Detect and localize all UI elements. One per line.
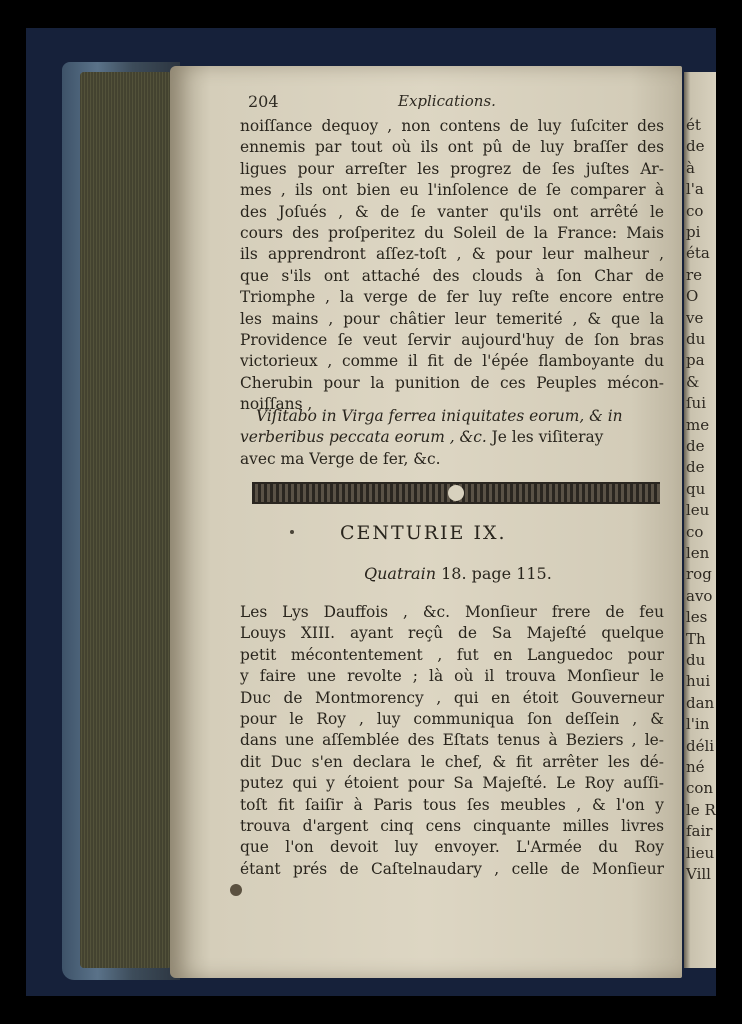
- section-subheading: [364, 564, 552, 583]
- text-line: noiſſance dequoy , non contens de luy ſuſciter des: [240, 117, 664, 135]
- text-line: dit Duc s'en declara le chef, & fit arrêter les dé-: [240, 752, 664, 771]
- section-heading-text: CENTURIE IX.: [340, 522, 507, 544]
- text-line: mes , ils ont bien eu l'inſolence de ſe comparer à: [240, 181, 664, 200]
- text-line: y faire une revolte ; là où il trouva Monſieur le: [240, 667, 664, 686]
- facing-page-fragment: pi: [686, 223, 701, 241]
- running-title: Explications.: [398, 92, 496, 110]
- facing-page-fragment: lieu: [686, 843, 715, 862]
- facing-page-edge: [684, 72, 716, 968]
- text-line: toſt fit ſaiſir à Paris tous ſes meubles , & l'on y: [240, 795, 664, 814]
- page-edges: [80, 72, 172, 968]
- paragraph-2: [240, 602, 664, 880]
- facing-page-fragment: hui: [686, 672, 711, 691]
- quote-line: [240, 449, 664, 470]
- quatrain-label: Quatrain: [364, 564, 436, 583]
- text-line: étant prés de Caſtelnaudary , celle de Monſieur: [240, 859, 664, 878]
- text-line: que s'ils ont attaché des clouds à ſon Char de: [240, 266, 664, 285]
- facing-page-fragment: du: [686, 651, 706, 669]
- facing-page-fragment: re: [686, 265, 703, 284]
- facing-page-fragment: qu: [686, 479, 706, 498]
- facing-page-fragment: O: [686, 287, 699, 306]
- text-line: noiſſans ,: [240, 395, 313, 414]
- latin-text: Viſitabo in Virga ferrea iniquitates eorum, & in: [256, 407, 623, 425]
- quatrain-reference: 18. page 115.: [436, 564, 552, 583]
- facing-page-fragment: avo: [686, 586, 713, 605]
- paragraph-1: [240, 116, 664, 415]
- facing-page-fragment: de: [686, 437, 705, 455]
- facing-page-fragment: à: [686, 158, 695, 177]
- facing-page-fragment: &: [686, 372, 700, 391]
- quote-line: [240, 406, 664, 427]
- facing-page-fragment: con: [686, 779, 714, 798]
- text-line: ennemis par tout où ils ont pû de luy braſſer des: [240, 138, 664, 157]
- text-line: ligues pour arreſter les progrez de ſes juſtes Ar-: [240, 159, 664, 178]
- text-line: Les Lys Dauffois , &c. Monſieur frere de feu: [240, 603, 664, 621]
- facing-page-fragment: l'in: [686, 715, 710, 734]
- facing-page-fragment: l'a: [686, 180, 704, 199]
- facing-page-fragment: len: [686, 544, 710, 562]
- text-line: des Joſués , & de ſe vanter qu'ils ont arrêté le: [240, 202, 664, 221]
- facing-page-fragment: né: [686, 758, 705, 776]
- facing-page-fragment: leu: [686, 501, 710, 520]
- facing-page-fragment: ét: [686, 116, 701, 134]
- facing-page-fragment: déli: [686, 736, 715, 755]
- french-text: Je les viſiteray: [486, 428, 604, 447]
- facing-page-fragment: Th: [686, 629, 706, 648]
- facing-page-fragment: rog: [686, 565, 712, 584]
- facing-page-fragment: ve: [686, 308, 704, 327]
- facing-page-fragment: les: [686, 608, 708, 627]
- latin-text: verberibus peccata eorum , &c.: [240, 428, 487, 447]
- facing-page-fragment: ſui: [686, 394, 707, 413]
- text-line: cours des proſperitez du Soleil de la France: Mais: [240, 223, 664, 242]
- facing-page-fragment: me: [686, 415, 710, 434]
- text-line: Triomphe , la verge de fer luy reſte encore entre: [240, 288, 664, 307]
- latin-quote: [240, 406, 664, 470]
- french-text: avec ma Verge de fer, &c.: [240, 449, 441, 468]
- text-line: victorieux , comme il fit de l'épée flamboyante du: [240, 352, 664, 371]
- text-line: putez qui y étoient pour Sa Majeſté. Le Roy auſſi-: [240, 774, 664, 793]
- facing-page-fragment: fair: [686, 822, 713, 841]
- text-line: pour le Roy , luy communiqua ſon deſſein , &: [240, 709, 664, 728]
- facing-page-fragment: Vill: [686, 865, 711, 883]
- text-line: Providence ſe veut ſervir aujourd'huy de ſon bras: [240, 330, 664, 349]
- facing-page-fragment: dan: [686, 693, 715, 712]
- quote-line: [240, 427, 664, 448]
- facing-page-fragment: le R: [686, 800, 716, 819]
- divider-center-ornament: [448, 485, 464, 501]
- page-header: [248, 92, 668, 112]
- ink-stain: [230, 884, 242, 896]
- facing-page-fragment: éta: [686, 244, 710, 263]
- text-line: trouva d'argent cinq cens cinquante milles livres: [240, 816, 664, 835]
- text-line: Cherubin pour la punition de ces Peuples mécon-: [240, 373, 664, 392]
- text-line: ils apprendront aſſez-toſt , & pour leur malheur ,: [240, 245, 664, 264]
- facing-page-fragment: co: [686, 522, 704, 541]
- facing-page-fragment: co: [686, 201, 704, 220]
- ornamental-divider: [252, 482, 660, 504]
- page-number: 204: [248, 92, 279, 111]
- text-line: Duc de Montmorency , qui en étoit Gouverneur: [240, 688, 664, 707]
- section-heading: [340, 522, 507, 544]
- text-line: que l'on devoit luy envoyer. L'Armée du Roy: [240, 838, 664, 857]
- text-line: Louys XIII. ayant reçû de Sa Majeſté quelque: [240, 624, 664, 643]
- text-line: petit mécontentement , fut en Languedoc pour: [240, 645, 664, 664]
- facing-page-fragment: de: [686, 137, 705, 156]
- facing-page-fragment: du: [686, 330, 706, 348]
- facing-page-fragment: de: [686, 458, 705, 477]
- text-line: dans une aſſemblée des Eſtats tenus à Beziers , le-: [240, 731, 664, 750]
- text-line: les mains , pour châtier leur temerité , & que la: [240, 309, 664, 328]
- ink-dot: [290, 530, 294, 534]
- facing-page-fragment: pa: [686, 351, 705, 370]
